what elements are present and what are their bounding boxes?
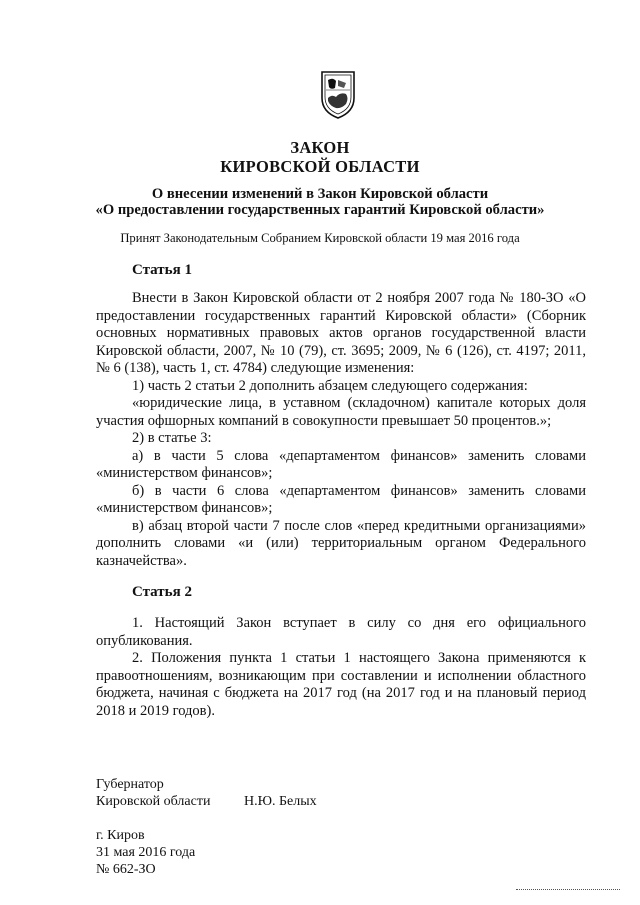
article-1-item-2c: в) абзац второй части 7 после слов «перед кредитными организациями» дополнить словами «и (или) территориальным органом Федерального казначейства». bbox=[96, 517, 586, 569]
article-1-item-2a: а) в части 5 слова «департаментом финансов» заменить словами «министерством финансов»; bbox=[96, 447, 586, 481]
article-2-paragraph-1: 1. Настоящий Закон вступает в силу со дня его официального опубликования. bbox=[96, 615, 586, 649]
signatory-name: Н.Ю. Белых bbox=[244, 794, 317, 809]
place-of-signing: г. Киров bbox=[96, 828, 145, 843]
law-title-line2: «О предоставлении государственных гарантий Кировской области» bbox=[95, 202, 545, 218]
signing-date: 31 мая 2016 года bbox=[96, 845, 196, 860]
article-1-intro: Внести в Закон Кировской области от 2 ноября 2007 года № 180-ЗО «О предоставлении государственных гарантий Кировской области» (Сборник основных нормативных правовых актов органов государственной власти Кировской области, 2007, № 10 (79), ст. 3695; 2009, № 6 (126), ст. 4197; 2011, № 6 (138), часть 1, ст. 4784) следующие изменения: bbox=[96, 290, 586, 376]
article-1-item-2: 2) в статье 3: bbox=[132, 430, 212, 446]
article-1-item-1: 1) часть 2 статьи 2 дополнить абзацем следующего содержания: bbox=[132, 377, 528, 394]
article-2-heading: Статья 2 bbox=[132, 584, 192, 600]
signatory-position-line2: Кировской области bbox=[96, 794, 211, 809]
article-1-body bbox=[96, 290, 586, 570]
coat-of-arms-icon bbox=[316, 68, 360, 120]
article-2-body bbox=[96, 615, 586, 720]
article-1-heading: Статья 1 bbox=[132, 262, 192, 278]
issuer: КИРОВСКОЙ ОБЛАСТИ bbox=[220, 157, 420, 176]
document-type: ЗАКОН bbox=[290, 138, 350, 157]
adoption-note: Принят Законодательным Собранием Кировской области 19 мая 2016 года bbox=[120, 231, 520, 245]
article-1-item-2b: б) в части 6 слова «департаментом финансов» заменить словами «министерством финансов»; bbox=[96, 482, 586, 516]
scan-artifact-divider bbox=[516, 889, 620, 890]
law-number: № 662-ЗО bbox=[96, 862, 156, 877]
law-title-line1: О внесении изменений в Закон Кировской области bbox=[151, 186, 489, 202]
article-1-item-1-quote: «юридические лица, в уставном (складочном) капитале которых доля участия офшорных компаний в совокупности превышает 50 процентов.»; bbox=[96, 395, 586, 429]
signatory-position-line1: Губернатор bbox=[96, 777, 164, 792]
article-2-paragraph-2: 2. Положения пункта 1 статьи 1 настоящего Закона применяются к правоотношениям, возникающим при составлении и исполнении областного бюджета, начиная с бюджета на 2017 год (на 2017 год и на плановый период 2018 и 2019 годов). bbox=[96, 650, 586, 719]
